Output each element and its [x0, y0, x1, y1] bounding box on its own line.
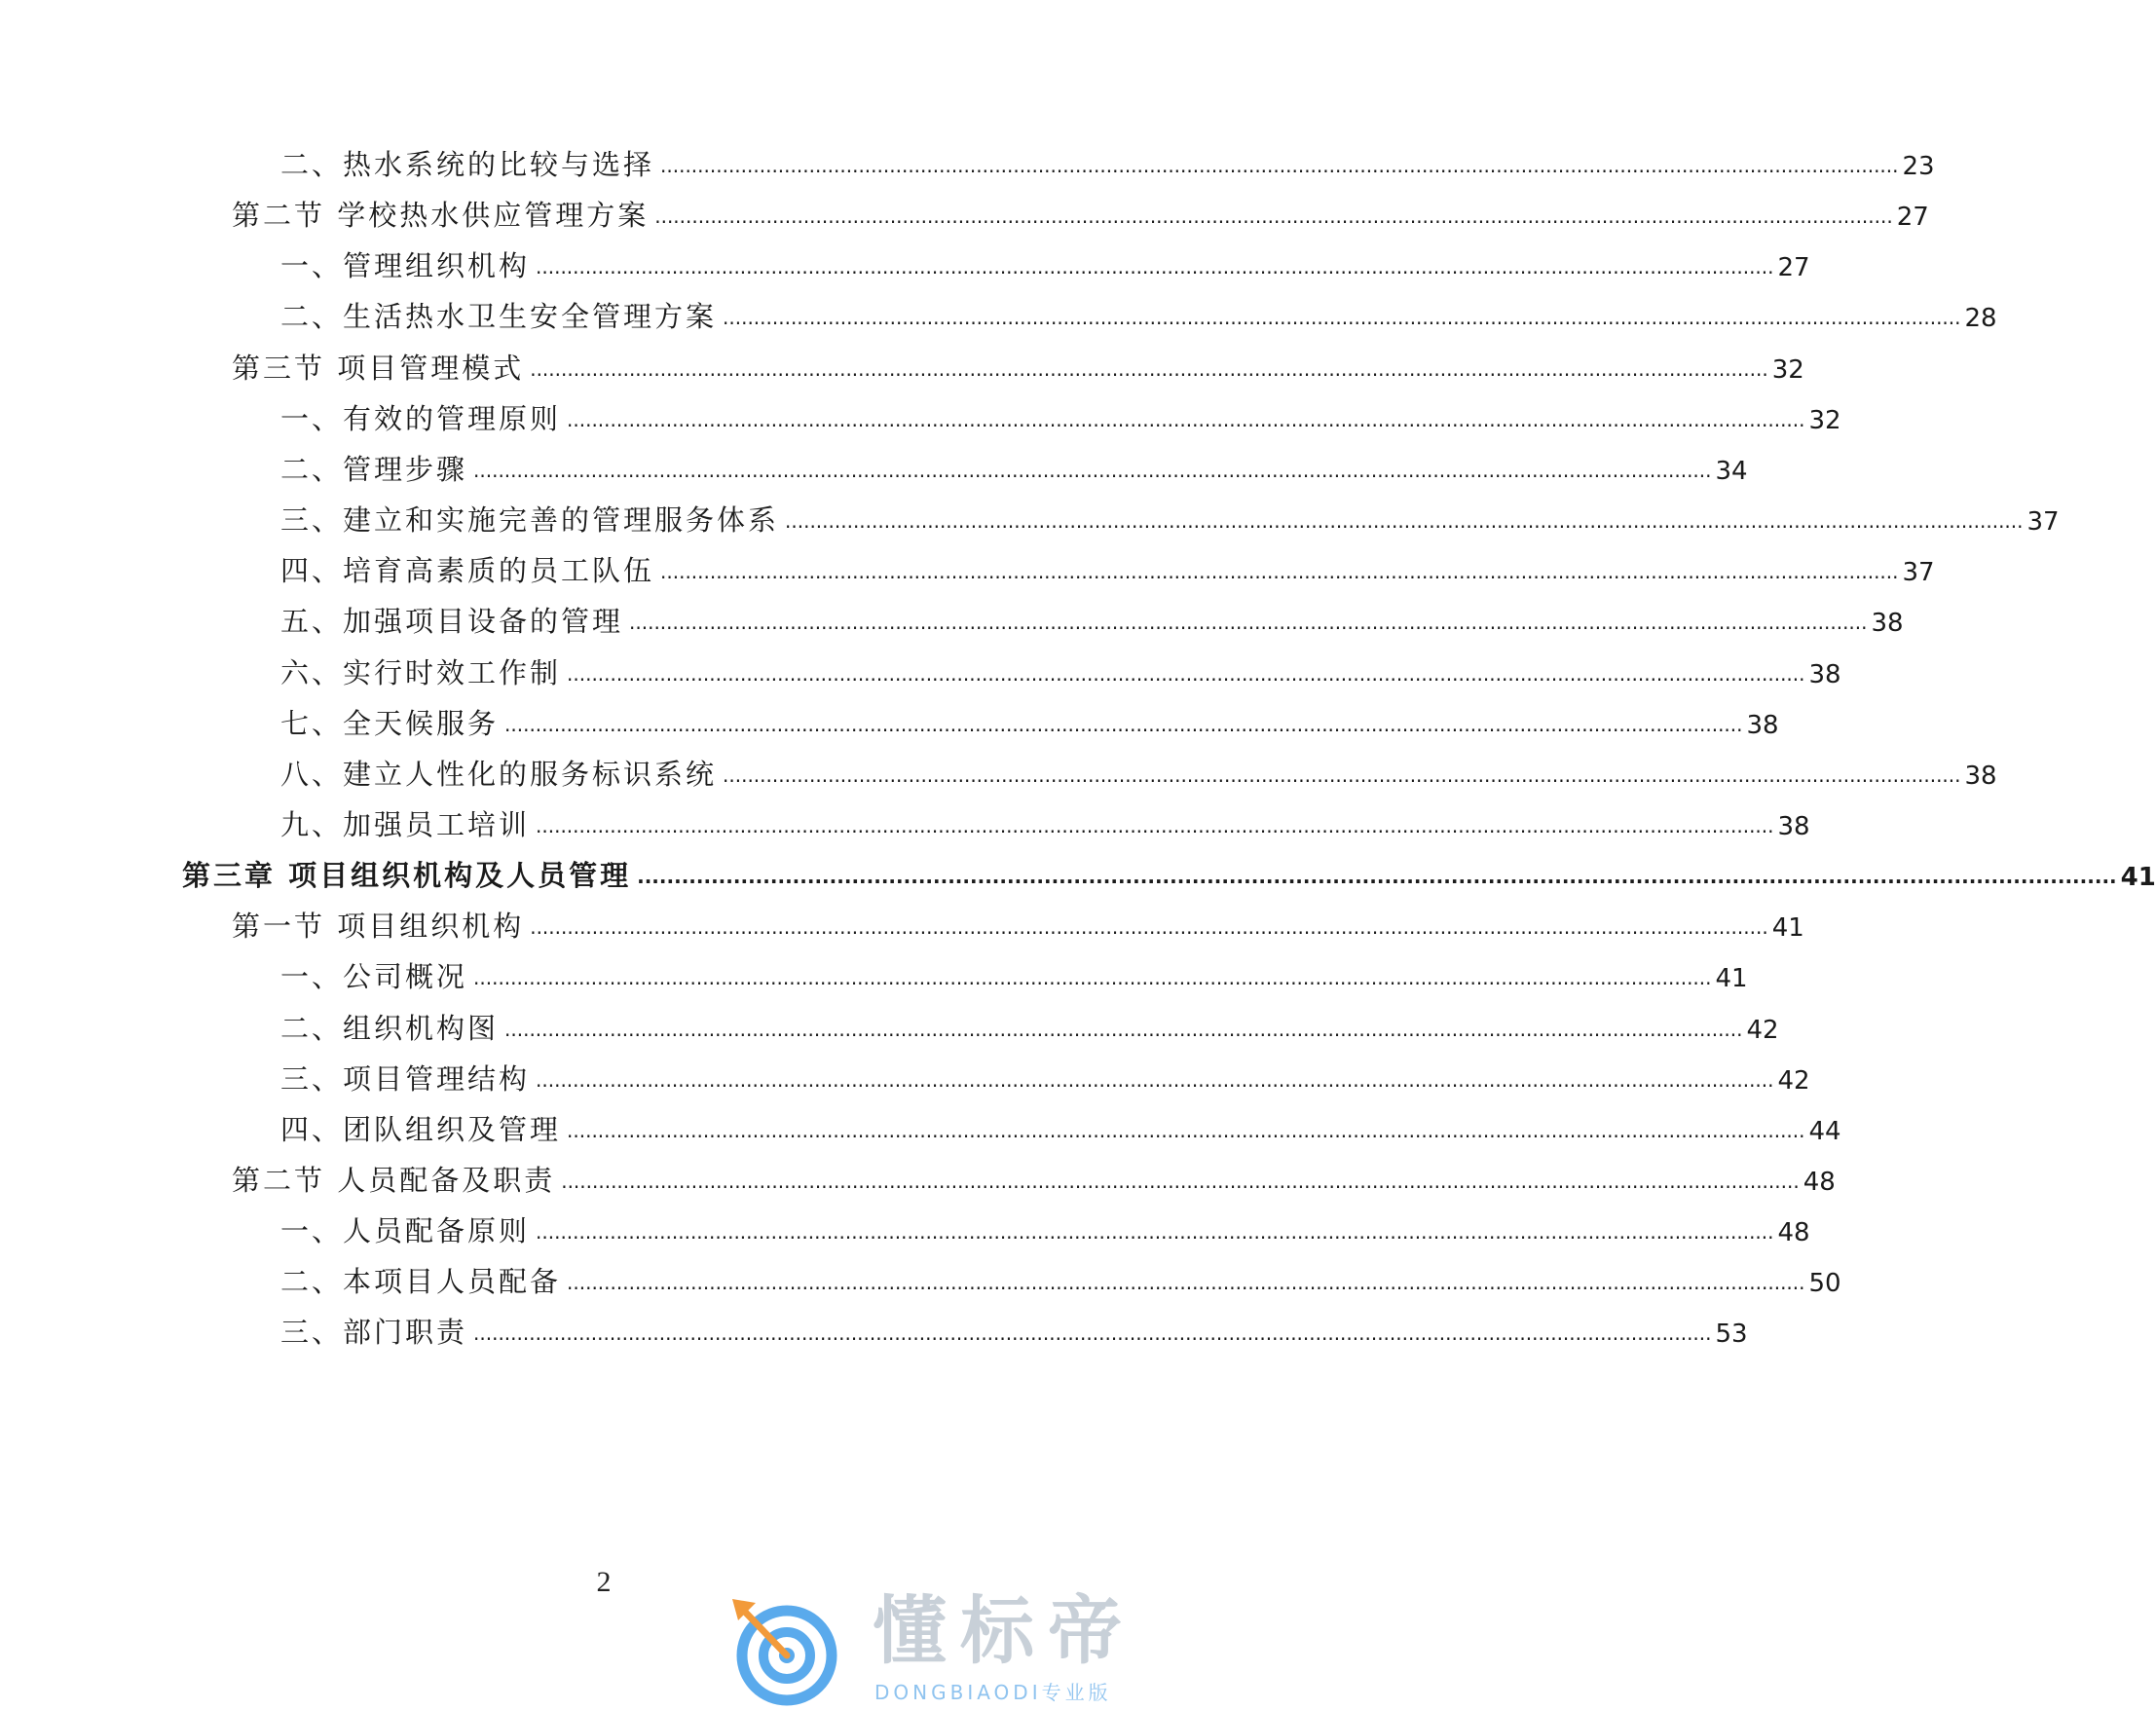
toc-leader-dots: ........................................................................................................................................................................................................ [536, 1067, 1774, 1092]
toc-item-entry[interactable] [280, 948, 1748, 995]
toc-entry-title: 第三章 项目组织机构及人员管理 [182, 859, 632, 893]
toc-leader-dots: ........................................................................................................................................................................................................ [536, 1220, 1774, 1245]
toc-entry-page: 48 [1777, 1218, 1810, 1248]
toc-entry-title: 第一节 项目组织机构 [232, 910, 525, 944]
toc-item-entry[interactable] [280, 492, 2060, 539]
toc-entry-page: 23 [1902, 152, 1935, 181]
toc-entry-title: 六、实行时效工作制 [280, 655, 562, 689]
toc-item-entry[interactable] [280, 645, 1841, 691]
toc-entry-page: 37 [2026, 507, 2060, 538]
toc-entry-title: 八、建立人性化的服务标识系统 [280, 757, 718, 791]
toc-entry-page: 41 [1771, 913, 1804, 944]
toc-entry-page: 32 [1808, 405, 1841, 435]
toc-leader-dots: ........................................................................................................................................................................................................ [473, 458, 1712, 482]
toc-leader-dots: ........................................................................................................................................................................................................ [637, 865, 2117, 889]
toc-leader-dots: ........................................................................................................................................................................................................ [785, 509, 2024, 534]
toc-item-entry[interactable] [280, 542, 1935, 589]
toc-entry-page: 42 [1746, 1015, 1779, 1045]
toc-entry-title: 一、人员配备原则 [280, 1214, 531, 1248]
toc-item-entry[interactable] [280, 441, 1748, 488]
watermark-logo [726, 1587, 1204, 1706]
page-number: 2 [596, 1566, 612, 1598]
toc-entry-title: 二、本项目人员配备 [280, 1265, 562, 1299]
toc-item-entry[interactable] [280, 390, 1841, 437]
toc-entry-page: 38 [1746, 710, 1779, 740]
toc-entry-title: 四、培育高素质的员工队伍 [280, 554, 655, 588]
toc-item-entry[interactable] [280, 797, 1810, 843]
toc-leader-dots: ........................................................................................................................................................................................................ [536, 255, 1774, 279]
toc-entry-title: 二、管理步骤 [280, 452, 468, 486]
toc-entry-page: 38 [1777, 811, 1810, 841]
toc-section-entry[interactable] [232, 898, 1804, 945]
toc-section-entry[interactable] [232, 187, 1929, 234]
toc-entry-page: 48 [1803, 1168, 1836, 1197]
toc-entry-page: 27 [1777, 253, 1810, 283]
toc-entry-page: 32 [1771, 354, 1804, 385]
toc-item-entry[interactable] [280, 1101, 1841, 1148]
toc-entry-page: 41 [2120, 863, 2156, 893]
toc-leader-dots: ........................................................................................................................................................................................................ [536, 813, 1774, 837]
toc-leader-dots: ........................................................................................................................................................................................................ [654, 204, 1893, 229]
toc-entry-page: 27 [1896, 203, 1929, 233]
toc-section-entry[interactable] [232, 1152, 1836, 1199]
toc-entry-title: 三、项目管理结构 [280, 1061, 531, 1096]
toc-leader-dots: ........................................................................................................................................................................................................ [567, 407, 1805, 431]
toc-leader-dots: ........................................................................................................................................................................................................ [660, 154, 1899, 177]
toc-leader-dots: ........................................................................................................................................................................................................ [567, 661, 1805, 686]
toc-entry-page: 38 [1964, 761, 1997, 791]
toc-entry-title: 第二节 人员配备及职责 [232, 1164, 556, 1197]
toc-entry-title: 七、全天候服务 [280, 706, 500, 740]
toc-leader-dots: ........................................................................................................................................................................................................ [473, 1321, 1712, 1346]
toc-entry-title: 三、建立和实施完善的管理服务体系 [280, 503, 780, 538]
toc-leader-dots: ........................................................................................................................................................................................................ [504, 712, 1743, 736]
toc-leader-dots: ........................................................................................................................................................................................................ [567, 1118, 1805, 1142]
toc-entry-title: 三、部门职责 [280, 1316, 468, 1350]
toc-entry-title: 九、加强员工培训 [280, 807, 531, 841]
toc-leader-dots: ........................................................................................................................................................................................................ [629, 611, 1868, 635]
toc-entry-page: 34 [1715, 456, 1748, 486]
toc-entry-page: 50 [1808, 1269, 1841, 1299]
target-logo-icon [726, 1587, 873, 1706]
toc-entry-title: 四、团队组织及管理 [280, 1112, 562, 1146]
toc-leader-dots: ........................................................................................................................................................................................................ [723, 306, 1961, 330]
toc-item-entry[interactable] [280, 1051, 1810, 1097]
toc-leader-dots: ........................................................................................................................................................................................................ [723, 762, 1961, 787]
toc-item-entry[interactable] [280, 1253, 1841, 1300]
toc-chapter-entry[interactable] [182, 847, 2156, 894]
toc-leader-dots: ........................................................................................................................................................................................................ [561, 1170, 1800, 1193]
toc-entry-page: 53 [1715, 1320, 1748, 1350]
toc-entry-page: 37 [1902, 558, 1935, 588]
toc-item-entry[interactable] [280, 695, 1779, 742]
toc-leader-dots: ........................................................................................................................................................................................................ [473, 966, 1712, 990]
toc-entry-title: 第二节 学校热水供应管理方案 [232, 199, 650, 233]
watermark-brand-name: 懂标帝 [873, 1587, 1135, 1674]
toc-entry-page: 42 [1777, 1065, 1810, 1096]
toc-entry-title: 二、热水系统的比较与选择 [280, 148, 655, 181]
toc-item-entry[interactable] [280, 136, 1935, 183]
toc-entry-title: 五、加强项目设备的管理 [280, 605, 624, 639]
toc-item-entry[interactable] [280, 593, 1904, 640]
toc-entry-title: 二、组织机构图 [280, 1011, 500, 1045]
toc-item-entry[interactable] [280, 746, 1997, 793]
toc-entry-title: 第三节 项目管理模式 [232, 351, 525, 385]
toc-entry-title: 一、管理组织机构 [280, 249, 531, 283]
toc-leader-dots: ........................................................................................................................................................................................................ [530, 915, 1768, 940]
toc-item-entry[interactable] [280, 1304, 1748, 1351]
toc-entry-page: 38 [1808, 659, 1841, 689]
toc-item-entry[interactable] [280, 238, 1810, 284]
toc-leader-dots: ........................................................................................................................................................................................................ [530, 356, 1768, 381]
watermark-brand-sub: DONGBIAODI专业版 [874, 1681, 1112, 1704]
toc-entry-title: 一、公司概况 [280, 960, 468, 994]
toc-leader-dots: ........................................................................................................................................................................................................ [660, 560, 1899, 584]
toc-leader-dots: ........................................................................................................................................................................................................ [567, 1271, 1805, 1295]
toc-entry-page: 38 [1871, 609, 1904, 639]
toc-item-entry[interactable] [280, 1000, 1779, 1047]
toc-entry-page: 41 [1715, 964, 1748, 994]
toc-leader-dots: ........................................................................................................................................................................................................ [504, 1017, 1743, 1041]
toc-section-entry[interactable] [232, 340, 1804, 387]
toc-item-entry[interactable] [280, 288, 1997, 335]
toc-entry-page: 44 [1808, 1116, 1841, 1146]
toc-entry-title: 二、生活热水卫生安全管理方案 [280, 300, 718, 334]
toc-entry-title: 一、有效的管理原则 [280, 401, 562, 435]
toc-item-entry[interactable] [280, 1203, 1810, 1249]
toc-entry-page: 28 [1964, 304, 1997, 334]
